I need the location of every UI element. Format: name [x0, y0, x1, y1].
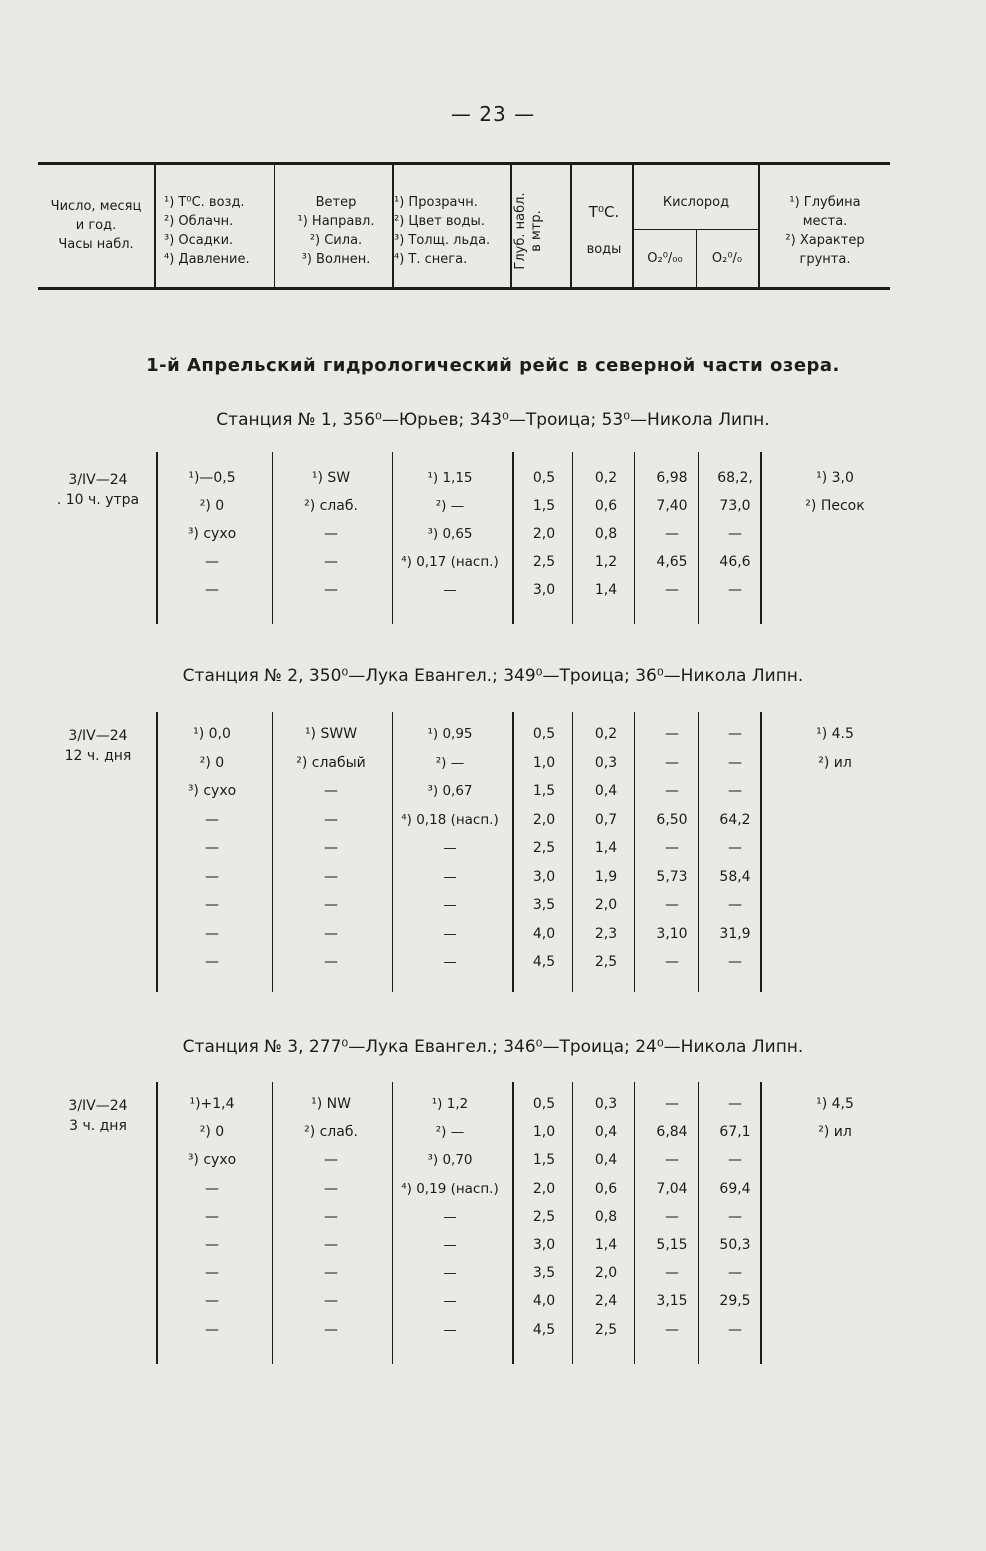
table-cell: 0,7 [594, 811, 618, 828]
table-cell: 1,0 [532, 754, 556, 771]
table-cell: 4,65 [656, 554, 688, 570]
observation-date [40, 470, 156, 510]
table-cell: — [728, 582, 742, 598]
table-cell: ²) слаб. [304, 1124, 358, 1141]
header-text: ²) Сила. [309, 233, 363, 248]
header-ice-column [394, 193, 512, 287]
header-ground-column [760, 193, 890, 287]
table-cell: — [728, 1096, 742, 1112]
header-water-temp-column [574, 203, 634, 287]
table-cell: 31,9 [719, 925, 751, 942]
table-cell: 2,0 [594, 897, 618, 913]
table-cell: 73,0 [719, 498, 751, 514]
table-cell: 3,0 [532, 1237, 556, 1253]
table-cell: ¹) 0,0 [193, 726, 231, 742]
table-cell: 5,73 [656, 868, 688, 885]
table-cell: 0,4 [594, 1124, 618, 1141]
table-cell: 4,0 [532, 1293, 556, 1310]
header-text: ²) Облачн. [164, 214, 234, 229]
table-cell: — [728, 1265, 742, 1282]
table-cell: 3,0 [532, 582, 556, 598]
table-cell: ²) 0 [199, 1124, 225, 1141]
table-cell: 0,5 [532, 470, 556, 486]
table-cell: — [665, 1096, 679, 1112]
station-block [0, 712, 986, 992]
table-cell: 2,5 [532, 840, 556, 856]
header-wind-column [278, 193, 394, 287]
table-cell: — [665, 954, 679, 970]
table-cell: 0,8 [594, 1208, 618, 1225]
table-cell: ¹) 0,95 [427, 726, 473, 742]
header-text: Кислород [662, 195, 730, 210]
table-cell: — [205, 840, 219, 856]
header-text: ⁴) Давление. [164, 252, 250, 267]
header-text: T⁰C. [588, 203, 620, 221]
table-cell: — [665, 1208, 679, 1225]
table-cell: ¹) SWW [304, 726, 358, 742]
table-cell: 3,15 [656, 1293, 688, 1310]
table-cell: — [205, 868, 219, 885]
ground-info: ¹) 4.5 [816, 726, 854, 742]
table-cell: 2,3 [594, 925, 618, 942]
ground-info: ²) ил [818, 1124, 852, 1141]
table-cell: 0,6 [594, 498, 618, 514]
table-cell: — [665, 840, 679, 856]
header-text: Число, месяц [50, 199, 142, 214]
table-cell: 67,1 [719, 1124, 751, 1141]
table-cell: — [324, 1265, 338, 1282]
table-cell: — [443, 897, 457, 913]
table-cell: 58,4 [719, 868, 751, 885]
table-cell: ²) — [435, 498, 465, 514]
header-text: ²) Характер [785, 233, 865, 248]
table-cell: ³) сухо [187, 526, 237, 542]
oxygen-sub-permille: O₂⁰/₀₀ [647, 251, 683, 266]
header-text: ³) Волнен. [301, 252, 371, 267]
table-cell: 1,4 [594, 582, 618, 598]
table-cell: — [205, 1180, 219, 1197]
table-cell: 3,5 [532, 897, 556, 913]
table-cell: — [443, 1208, 457, 1225]
table-cell: 46,6 [719, 554, 751, 570]
table-cell: — [205, 554, 219, 570]
table-cell: 2,0 [594, 1265, 618, 1282]
table-cell: — [443, 868, 457, 885]
ground-info: ²) ил [818, 754, 852, 771]
table-cell: ⁴) 0,19 (насп.) [401, 1180, 499, 1197]
table-cell: ¹) SW [311, 470, 351, 486]
header-text: места. [802, 214, 848, 229]
table-cell: — [728, 526, 742, 542]
table-cell: — [324, 897, 338, 913]
header-depth-column [512, 173, 546, 289]
table-cell: 0,4 [594, 783, 618, 799]
table-cell: 3,0 [532, 868, 556, 885]
station-block [0, 452, 986, 624]
table-cell: 3,10 [656, 925, 688, 942]
table-cell: — [665, 754, 679, 771]
header-text: грунта. [799, 252, 851, 267]
table-cell: — [443, 582, 457, 598]
date-line: 3/IV—24 [68, 1098, 128, 1114]
table-cell: — [665, 1265, 679, 1282]
header-text: ¹) Прозрачн. [394, 195, 478, 210]
station-title: Станция № 3, 277⁰—Лука Евангел.; 346⁰—Троица; 24⁰—Никола Липн. [182, 1037, 804, 1057]
table-cell: 4,5 [532, 954, 556, 970]
table-cell: — [728, 1208, 742, 1225]
table-cell: — [205, 1293, 219, 1310]
table-cell: — [443, 1321, 457, 1338]
table-cell: 1,0 [532, 1124, 556, 1141]
table-cell: 1,5 [532, 783, 556, 799]
oxygen-sub-percent: O₂⁰/₀ [711, 251, 743, 266]
table-cell: 2,0 [532, 811, 556, 828]
table-cell: — [324, 783, 338, 799]
table-cell: ¹) 1,15 [427, 470, 473, 486]
table-cell: — [443, 1237, 457, 1253]
table-cell: — [665, 1321, 679, 1338]
table-cell: 1,4 [594, 840, 618, 856]
table-cell: ³) 0,70 [427, 1152, 473, 1169]
table-cell: — [324, 868, 338, 885]
table-cell: — [324, 554, 338, 570]
header-text: Ветер [315, 195, 357, 210]
table-cell: 3,5 [532, 1265, 556, 1282]
table-cell: 0,6 [594, 1180, 618, 1197]
table-cell: 2,4 [594, 1293, 618, 1310]
date-line: 3/IV—24 [68, 472, 128, 488]
table-cell: 2,0 [532, 1180, 556, 1197]
header-text: Глуб. набл. [513, 192, 528, 270]
table-cell: — [443, 954, 457, 970]
table-cell: — [324, 954, 338, 970]
ground-info: ¹) 4,5 [816, 1096, 854, 1112]
table-cell: — [728, 783, 742, 799]
table-cell: — [728, 954, 742, 970]
table-cell: — [324, 1152, 338, 1169]
table-cell: 1,9 [594, 868, 618, 885]
table-cell: ³) 0,65 [427, 526, 473, 542]
table-cell: — [324, 582, 338, 598]
date-line: 3 ч. дня [69, 1118, 127, 1134]
table-cell: 2,5 [594, 954, 618, 970]
table-cell: ²) 0 [199, 498, 225, 514]
ground-info: ¹) 3,0 [816, 470, 854, 486]
header-text: ⁴) Т. снега. [394, 252, 468, 267]
table-cell: — [205, 811, 219, 828]
page-number: — 23 — [450, 102, 536, 126]
table-cell: 6,84 [656, 1124, 688, 1141]
table-cell: — [205, 897, 219, 913]
table-cell: 1,4 [594, 1237, 618, 1253]
table-cell: 0,3 [594, 1096, 618, 1112]
table-cell: — [665, 1152, 679, 1169]
table-cell: — [205, 1265, 219, 1282]
table-cell: ²) слаб. [304, 498, 358, 514]
table-cell: — [324, 1208, 338, 1225]
table-cell: — [665, 526, 679, 542]
table-cell: — [205, 1321, 219, 1338]
table-cell: — [324, 526, 338, 542]
table-cell: 7,04 [656, 1180, 688, 1197]
table-cell: — [665, 726, 679, 742]
table-cell: — [728, 1152, 742, 1169]
table-cell: 0,8 [594, 526, 618, 542]
header-text: ¹) Направл. [297, 214, 375, 229]
table-cell: 0,4 [594, 1152, 618, 1169]
table-cell: — [443, 1265, 457, 1282]
table-cell: 1,5 [532, 498, 556, 514]
table-cell: 0,5 [532, 1096, 556, 1112]
observation-date [40, 1096, 156, 1136]
header-date-column [38, 197, 154, 287]
table-cell: ⁴) 0,17 (насп.) [401, 554, 499, 570]
table-cell: 64,2 [719, 811, 751, 828]
table-cell: 4,0 [532, 925, 556, 942]
observation-date [40, 726, 156, 766]
table-cell: ⁴) 0,18 (насп.) [401, 811, 499, 828]
table-cell: — [665, 783, 679, 799]
table-cell: — [728, 897, 742, 913]
table-cell: ²) — [435, 1124, 465, 1141]
date-line: 12 ч. дня [64, 748, 132, 764]
date-line: 3/IV—24 [68, 728, 128, 744]
station-title: Станция № 2, 350⁰—Лука Евангел.; 349⁰—Троица; 36⁰—Никола Липн. [182, 666, 804, 686]
table-cell: 29,5 [719, 1293, 751, 1310]
date-line: . 10 ч. утра [56, 492, 140, 508]
header-text: ³) Толщ. льда. [394, 233, 491, 248]
table-cell: 2,5 [532, 554, 556, 570]
station-block [0, 1082, 986, 1364]
table-cell: — [205, 1237, 219, 1253]
header-weather-column [164, 193, 274, 287]
table-cell: ¹) NW [311, 1096, 351, 1112]
station-title: Станция № 1, 356⁰—Юрьев; 343⁰—Троица; 53⁰—Никола Липн. [216, 410, 770, 430]
table-cell: — [443, 925, 457, 942]
table-cell: 68,2, [717, 470, 753, 486]
table-cell: 6,98 [656, 470, 688, 486]
table-cell: 0,2 [594, 470, 618, 486]
table-cell: — [324, 1237, 338, 1253]
table-cell: — [324, 811, 338, 828]
table-cell: 4,5 [532, 1321, 556, 1338]
table-cell: — [728, 840, 742, 856]
table-cell: — [324, 925, 338, 942]
table-cell: — [205, 1208, 219, 1225]
table-cell: 50,3 [719, 1237, 751, 1253]
table-cell: — [324, 1321, 338, 1338]
table-cell: ¹)+1,4 [189, 1096, 235, 1112]
table-cell: 2,0 [532, 526, 556, 542]
table-cell: 0,5 [532, 726, 556, 742]
table-header [38, 162, 890, 290]
table-cell: 69,4 [719, 1180, 751, 1197]
table-cell: ³) сухо [187, 1152, 237, 1169]
report-title: 1-й Апрельский гидрологический рейс в северной части озера. [146, 355, 840, 376]
table-cell: — [665, 897, 679, 913]
table-cell: 0,3 [594, 754, 618, 771]
header-text: в мтр. [529, 210, 544, 252]
table-cell: — [728, 754, 742, 771]
header-text: ²) Цвет воды. [394, 214, 485, 229]
table-cell: 2,5 [532, 1208, 556, 1225]
table-cell: 6,50 [656, 811, 688, 828]
table-cell: — [205, 954, 219, 970]
header-text: ³) Осадки. [164, 233, 234, 248]
header-text: ¹) Глубина [789, 195, 861, 210]
table-cell: 1,2 [594, 554, 618, 570]
table-cell: ³) 0,67 [427, 783, 473, 799]
header-text: Часы набл. [58, 237, 134, 252]
table-cell: — [443, 840, 457, 856]
header-text: и год. [75, 218, 117, 233]
table-cell: — [324, 1180, 338, 1197]
table-cell: — [443, 1293, 457, 1310]
table-cell: ³) сухо [187, 783, 237, 799]
table-cell: — [728, 726, 742, 742]
table-cell: — [665, 582, 679, 598]
table-cell: — [205, 582, 219, 598]
table-cell: 5,15 [656, 1237, 688, 1253]
table-cell: — [324, 1293, 338, 1310]
table-cell: 0,2 [594, 726, 618, 742]
table-cell: — [205, 925, 219, 942]
table-cell: ¹)—0,5 [188, 470, 236, 486]
ground-info: ²) Песок [805, 498, 865, 514]
table-cell: 2,5 [594, 1321, 618, 1338]
header-text: воды [586, 242, 622, 257]
table-cell: ²) — [435, 754, 465, 771]
table-cell: ²) слабый [296, 754, 366, 771]
header-text: ¹) T⁰C. возд. [164, 195, 245, 210]
table-cell: 7,40 [656, 498, 688, 514]
table-cell: — [324, 840, 338, 856]
table-cell: ¹) 1,2 [431, 1096, 469, 1112]
table-cell: 1,5 [532, 1152, 556, 1169]
table-cell: — [728, 1321, 742, 1338]
table-cell: ²) 0 [199, 754, 225, 771]
